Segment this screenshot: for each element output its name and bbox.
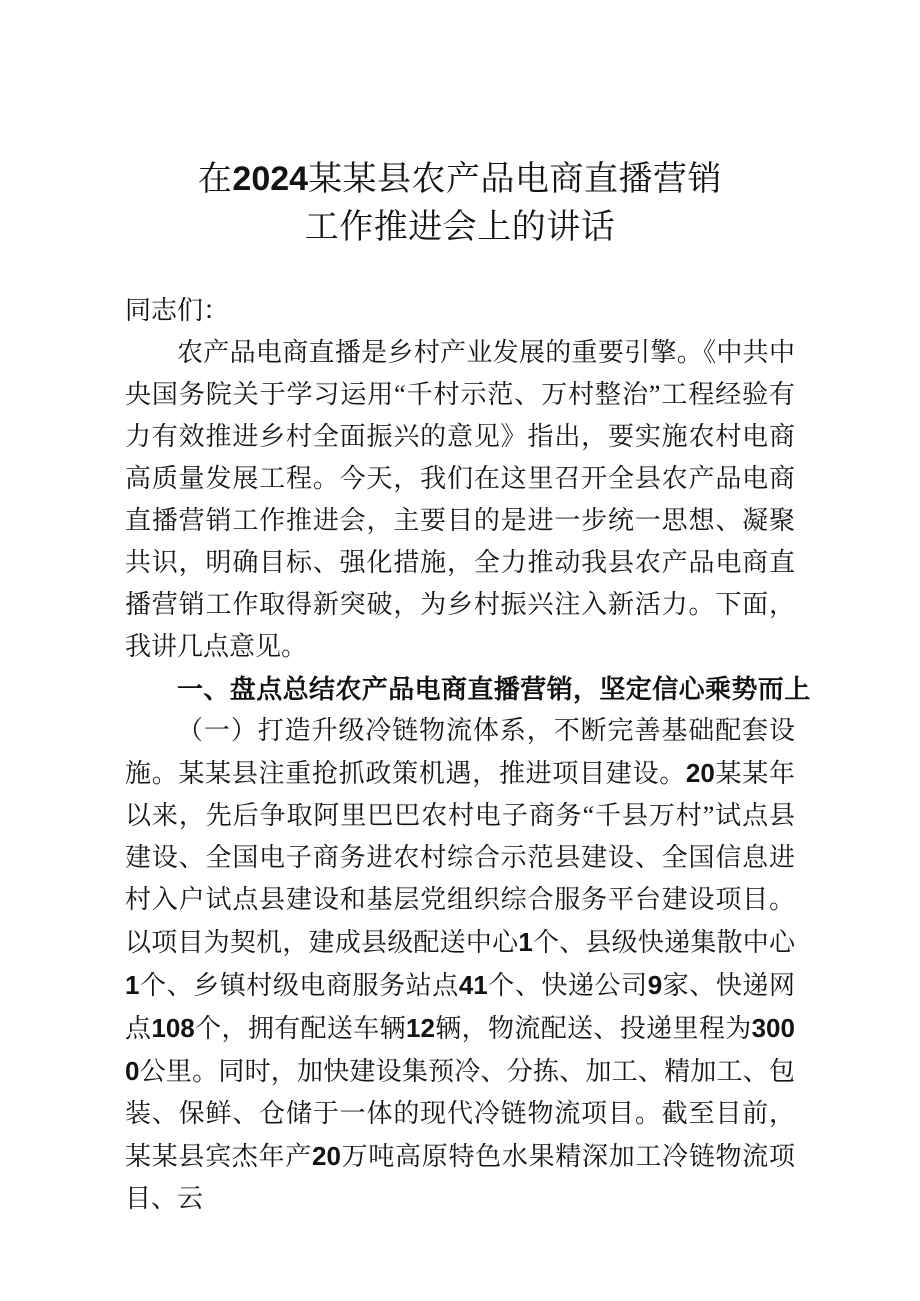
inline-number: 1: [518, 927, 533, 957]
inline-number: 108: [151, 1013, 195, 1043]
document-body: [125, 290, 811, 1220]
inline-number: 3000: [125, 1013, 795, 1086]
inline-number: 20: [685, 758, 715, 788]
inline-number: 41: [458, 970, 488, 1000]
inline-number: 12: [405, 1013, 435, 1043]
document-title-line-1: 在2024某某县农产品电商直播营销: [197, 160, 723, 198]
section-paragraph-one: （一）打造升级冷链物流体系，不断完善基础配套设施。某某县注重抢抓政策机遇，推进项目建设。20某某年以来，先后争取阿里巴巴农村电子商务“千县万村”试点县建设、全国电子商务进农村综合示范县建设、全国信息进村入户试点县建设和基层党组织综合服务平台建设项目。以项目为契机，建成县级配送中心1个、县级快递集散中心1个、乡镇村级电商服务站点41个、快递公司9家、快递网点108个，拥有配送车辆12辆，物流配送、投递里程为3000公里。同时，加快建设集预冷、分拣、加工、精加工、包装、保鲜、仓储于一体的现代冷链物流项目。截至目前，某某县宾杰年产20万吨高原特色水果精深加工冷链物流项目、云: [125, 716, 795, 1213]
section-heading-one: 一、盘点总结农产品电商直播营销，坚定信心乘势而上: [177, 674, 811, 704]
inline-number: 9: [647, 970, 663, 1000]
document-title-line-2: 工作推进会上的讲话: [304, 209, 616, 246]
title-year: 2024: [232, 160, 309, 198]
inline-number: 20: [311, 1141, 341, 1171]
inline-number: 1: [125, 970, 140, 1000]
document-title: [125, 155, 795, 252]
intro-paragraph: 农产品电商直播是乡村产业发展的重要引擎。《中共中央国务院关于学习运用“千村示范、万村整治”工程经验有力有效推进乡村全面振兴的意见》指出，要实施农村电商高质量发展工程。今天，我们在这里召开全县农产品电商直播营销工作推进会，主要目的是进一步统一思想、凝聚共识，明确目标、强化措施，全力推动我县农产品电商直播营销工作取得新突破，为乡村振兴注入新活力。下面，我讲几点意见。: [125, 338, 795, 661]
salutation: 同志们：: [125, 296, 230, 325]
